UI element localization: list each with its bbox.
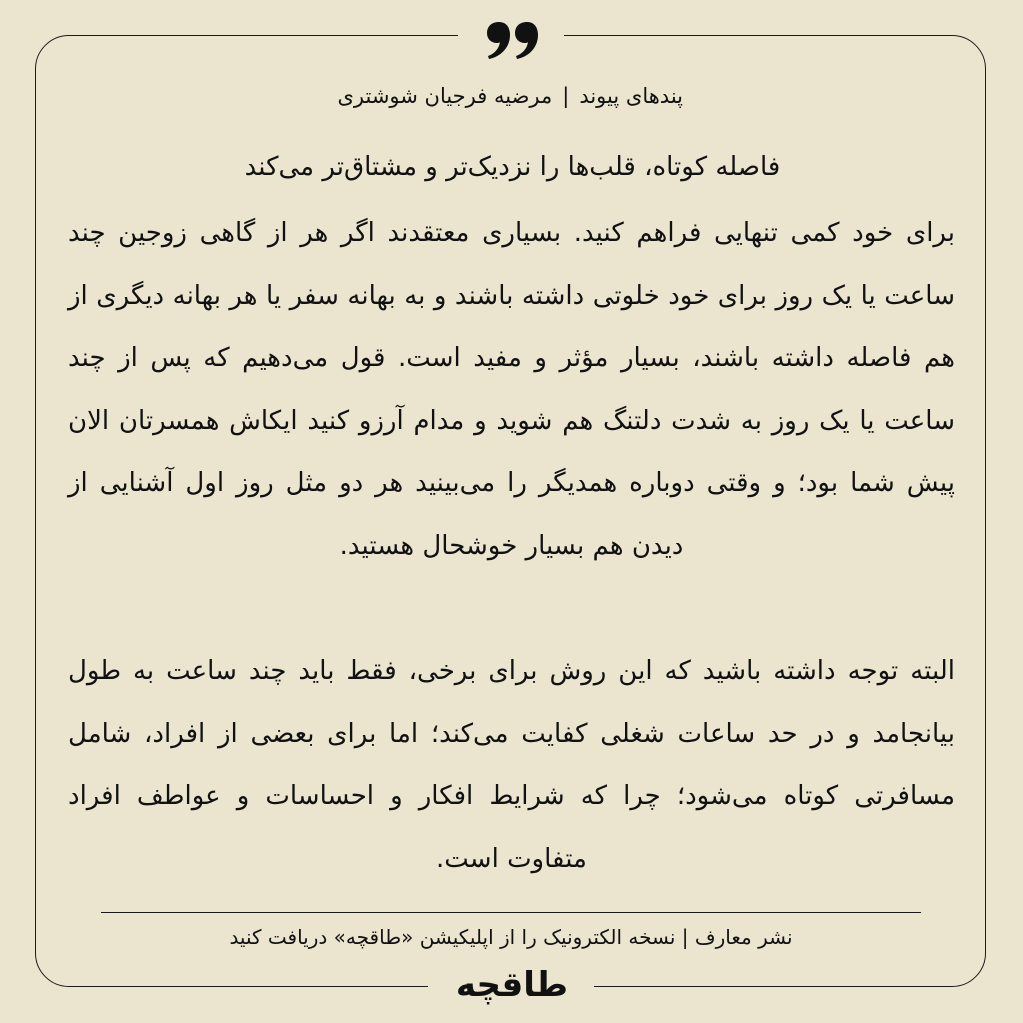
book-title: پندهای پیوند: [579, 84, 683, 108]
footer-divider: [101, 912, 921, 913]
author-name: مرضیه فرجیان شوشتری: [337, 84, 553, 108]
publisher-footer: نشر معارف | نسخه الکترونیک را از اپلیکیشن «طاقچه» دریافت کنید: [229, 925, 793, 949]
taaghche-logo: طاقچه: [455, 965, 569, 1005]
quote-icon: [485, 20, 539, 60]
excerpt-paragraph-1: برای خود کمی تنهایی فراهم کنید. بسیاری معتقدند اگر هر از گاهی زوجین چند ساعت یا یک روز برای خود خلوتی داشته باشند و به بهانه سفر یا هر بهانه دیگری از هم فاصله داشته باشند، بسیار مؤثر و مفید است. قول می‌دهیم که پس از چند ساعت یا یک روز به شدت دلتنگ هم شوید و مدام آرزو کنید ایکاش همسرتان الان پیش شما بود؛ و وقتی دوباره همدیگر را می‌بینید هر دو مثل روز اول آشنایی از دیدن هم بسیار خوشحال هستید.: [68, 218, 955, 561]
header-separator: |: [562, 84, 570, 108]
excerpt-title: فاصله کوتاه، قلب‌ها را نزدیک‌تر و مشتاق‌تر می‌کند: [244, 152, 781, 182]
excerpt-paragraph-2: البته توجه داشته باشید که این روش برای برخی، فقط باید چند ساعت به طول بیانجامد و در حد ساعات شغلی کفایت می‌کند؛ اما برای بعضی از افراد، شامل مسافرتی کوتاه می‌شود؛ چرا که شرایط افکار و احساسات و عواطف افراد متفاوت است.: [68, 656, 955, 874]
book-header: [337, 78, 683, 114]
